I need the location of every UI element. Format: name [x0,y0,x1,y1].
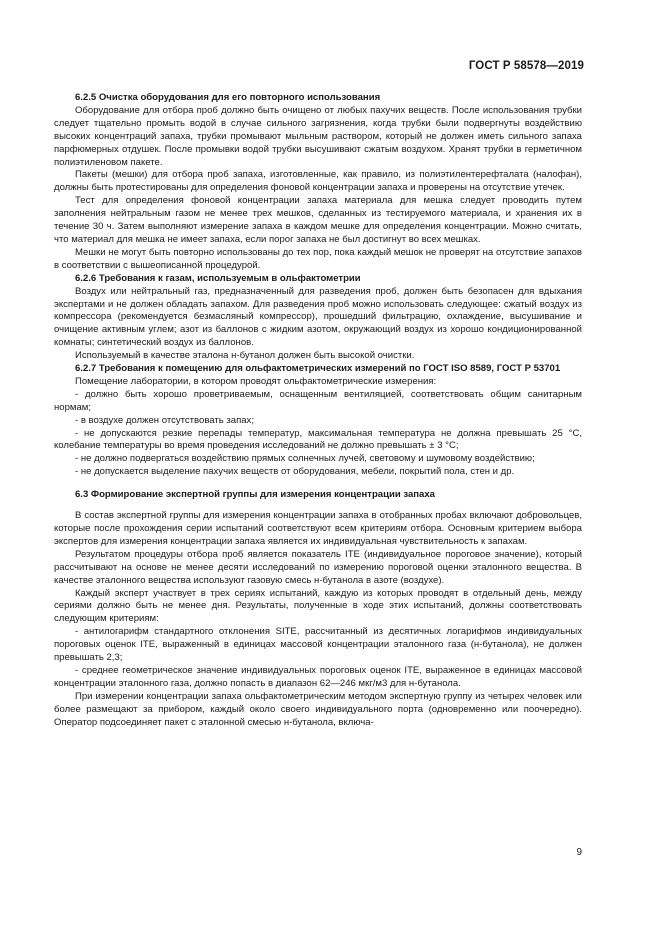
paragraph: Каждый эксперт участвует в трех сериях испытаний, каждую из которых проводят в отдельный день, между сериями должно быть не менее дня. Результаты, полученные в ходе этих испытаний, должны соответствовать следующим критериям: [54,587,582,625]
paragraph: Тест для определения фоновой концентрации запаха материала для мешка следует проводить путем заполнения нейтральным газом не менее трех мешков, сделанных из тестируемого материала, и хранения их в течение 30 ч. Затем выполняют измерение запаха в каждом мешке для определения концентрации. Можно считать, что материал для мешка не имеет запаха, если порог запаха не был достигнут во всех мешках. [54,195,582,245]
paragraph: - в воздухе должен отсутствовать запах; [75,414,254,426]
section-heading: 6.2.5 Очистка оборудования для его повторного использования [75,92,381,103]
standard-header: ГОСТ Р 58578—2019 [468,60,584,72]
document-body [54,92,582,730]
paragraph: - антилогарифм стандартного отклонения SITE, рассчитанный из десятичных логарифмов индивидуальных пороговых оценок ITE, выраженный в единицах массовой концентрации эталонного газа (н-бутанола), не должен превышать 2,3; [54,626,582,664]
paragraph: Пакеты (мешки) для отбора проб запаха, изготовленные, как правило, из полиэтилентерефталата (налофан), должны быть протестированы для определения фоновой концентрации запаха и проверены на отсутствие утечек. [54,169,582,194]
paragraph: - должно быть хорошо проветриваемым, оснащенным вентиляцией, соответствовать общим санитарным нормам; [54,388,582,413]
page-number: 9 [576,847,582,858]
paragraph: - не должно подвергаться воздействию прямых солнечных лучей, световому и шумовому воздействию; [75,453,535,465]
paragraph: - не допускаются резкие перепады температур, максимальная температура не должна превышать 25 °С, колебание температуры во время проведения исследований не должно превышать ± 3 °С; [54,427,582,452]
paragraph: Помещение лаборатории, в котором проводят ольфактометрические измерения: [75,375,437,387]
paragraph: Мешки не могут быть повторно использованы до тех пор, пока каждый мешок не проверят на отсутствие запахов в соответствии с вышеописанной процедурой. [54,246,582,271]
section-heading: 6.2.7 Требования к помещению для ольфактометрических измерений по ГОСТ ISO 8589, ГОСТ Р 53701 [75,363,561,375]
paragraph: Оборудование для отбора проб должно быть очищено от любых пахучих веществ. После использования трубки следует тщательно промыть водой в случае сильного загрязнения, когда трубки были подвергнуты воздействию высоких концентраций запаха, трубки промывают мыльным раствором, который не должен иметь сильного запаха парфюмерных отдушек. После промывки водой трубки высушивают сжатым воздухом. Хранят трубки в герметичном полиэтиленовом пакете. [54,104,582,168]
paragraph: - не допускается выделение пахучих веществ от оборудования, мебели, покрытий пола, стен и др. [75,466,515,478]
paragraph: Используемый в качестве эталона н-бутанол должен быть высокой очистки. [75,350,415,362]
paragraph: Воздух или нейтральный газ, предназначенный для разведения проб, должен быть безопасен для вдыхания экспертами и не должен обладать запахом. Для разведения проб можно использовать следующее: сжатый воздух из компрессора (рекомендуется безмасляный компрессор), прошедший фильтрацию, охлаждение, высушивание и очищение активным углем; азот из баллонов с жидким азотом, окружающий воздух из хорошо кондиционированной комнаты; синтетический воздух из баллонов. [54,285,582,349]
paragraph: - среднее геометрическое значение индивидуальных пороговых оценок ITE, выраженное в единицах массовой концентрации эталонного газа, должно попасть в диапазон 62—246 мкг/м3 для н-бутанола. [54,664,582,689]
paragraph: Результатом процедуры отбора проб является показатель ITE (индивидуальное пороговое значение), который рассчитывают на основе не менее десяти исследований по измерению пороговой оценки эталонного вещества. В качестве эталонного вещества используют газовую смесь н-бутанола в азоте (воздухе). [54,548,582,586]
section-heading: 6.3 Формирование экспертной группы для измерения концентрации запаха [75,489,435,501]
paragraph: При измерении концентрации запаха ольфактометрическим методом экспертную группу из четырех человек или более размещают за прибором, каждый около своего индивидуального порта (одновременно или поочередно). Оператор подсоединяет пакет с эталонной смесью н-бутанола, включа- [54,690,582,728]
section-heading: 6.2.6 Требования к газам, используемым в ольфактометрии [75,272,361,284]
paragraph: В состав экспертной группы для измерения концентрации запаха в отобранных пробах включают добровольцев, которые после прохождения серии испытаний соответствуют всем критериям отбора. Основным критерием выбора экспертов для измерения концентрации запаха является их индивидуальная чувствительность к запахам. [54,510,582,547]
